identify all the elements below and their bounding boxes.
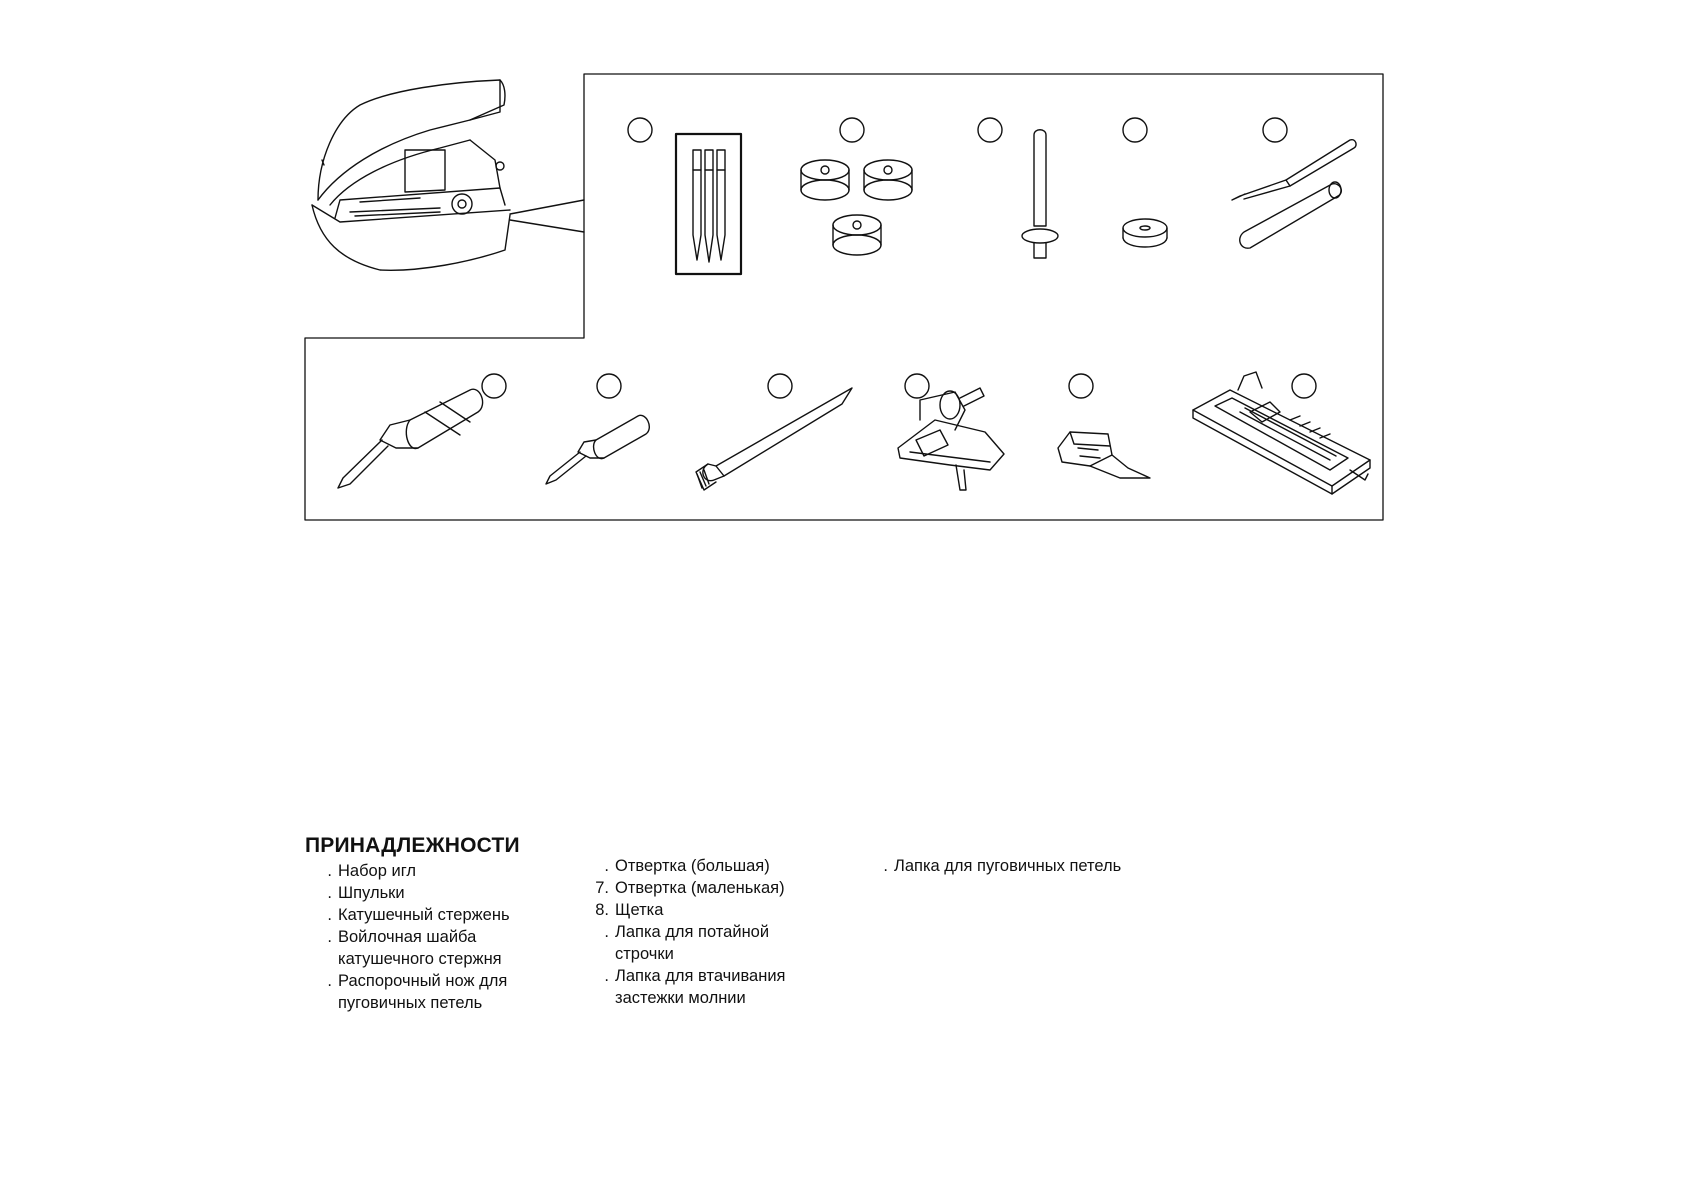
list-item-text: Щетка xyxy=(615,901,664,919)
list-item-number: . xyxy=(327,906,332,924)
list-item-text: Лапка для пуговичных петель xyxy=(894,857,1122,875)
list-item-number: . xyxy=(327,928,332,946)
list-item-text: Лапка для потайной строчки xyxy=(615,923,770,963)
list-item-number: . xyxy=(604,857,609,875)
list-item-text: Распорочный нож для пуговичных петель xyxy=(338,972,508,1012)
list-item-text: Войлочная шайба катушечного стержня xyxy=(338,928,502,968)
screwdriver-small xyxy=(546,415,649,484)
list-item xyxy=(310,882,510,904)
list-item-number: . xyxy=(327,884,332,902)
list-item xyxy=(866,855,1121,877)
list-item xyxy=(587,921,785,965)
accessory-box xyxy=(312,80,510,270)
item-number-circles xyxy=(482,118,1316,398)
brush xyxy=(696,388,852,490)
zipper-foot xyxy=(1058,432,1150,478)
buttonhole-foot xyxy=(1193,372,1370,494)
seam-ripper xyxy=(1232,140,1356,249)
needle-set xyxy=(676,134,741,274)
list-item xyxy=(310,860,510,882)
accessory-list-column-2 xyxy=(587,855,785,1009)
list-item-text: Катушечный стержень xyxy=(338,906,510,924)
list-item-number: . xyxy=(604,967,609,985)
list-item-text: Набор игл xyxy=(338,862,416,880)
list-item-text: Отвертка (большая) xyxy=(615,857,770,875)
accessory-list-column-3 xyxy=(866,855,1121,877)
spool-pin xyxy=(1022,130,1058,258)
list-item xyxy=(310,904,510,926)
list-item-text: Отвертка (маленькая) xyxy=(615,879,785,897)
list-item xyxy=(587,899,785,921)
blind-stitch-foot xyxy=(898,388,1004,490)
list-item-number: . xyxy=(883,857,888,875)
list-item xyxy=(587,855,785,877)
list-item-number: 8. xyxy=(595,901,609,919)
list-item xyxy=(310,970,510,1014)
list-item xyxy=(310,926,510,970)
list-item-text: Лапка для втачивания застежки молнии xyxy=(615,967,786,1007)
list-item-number: . xyxy=(327,862,332,880)
list-item xyxy=(587,965,785,1009)
list-item-number: 7. xyxy=(595,879,609,897)
bobbins xyxy=(801,160,912,255)
screwdriver-large xyxy=(338,389,483,488)
list-item xyxy=(587,877,785,899)
page-title: ПРИНАДЛЕЖНОСТИ xyxy=(305,834,520,857)
felt-washer xyxy=(1123,219,1167,247)
list-item-number: . xyxy=(604,923,609,941)
list-item-number: . xyxy=(327,972,332,990)
callout-lines xyxy=(510,200,584,232)
list-item-text: Шпульки xyxy=(338,884,405,902)
accessory-list-column-1 xyxy=(310,860,510,1014)
